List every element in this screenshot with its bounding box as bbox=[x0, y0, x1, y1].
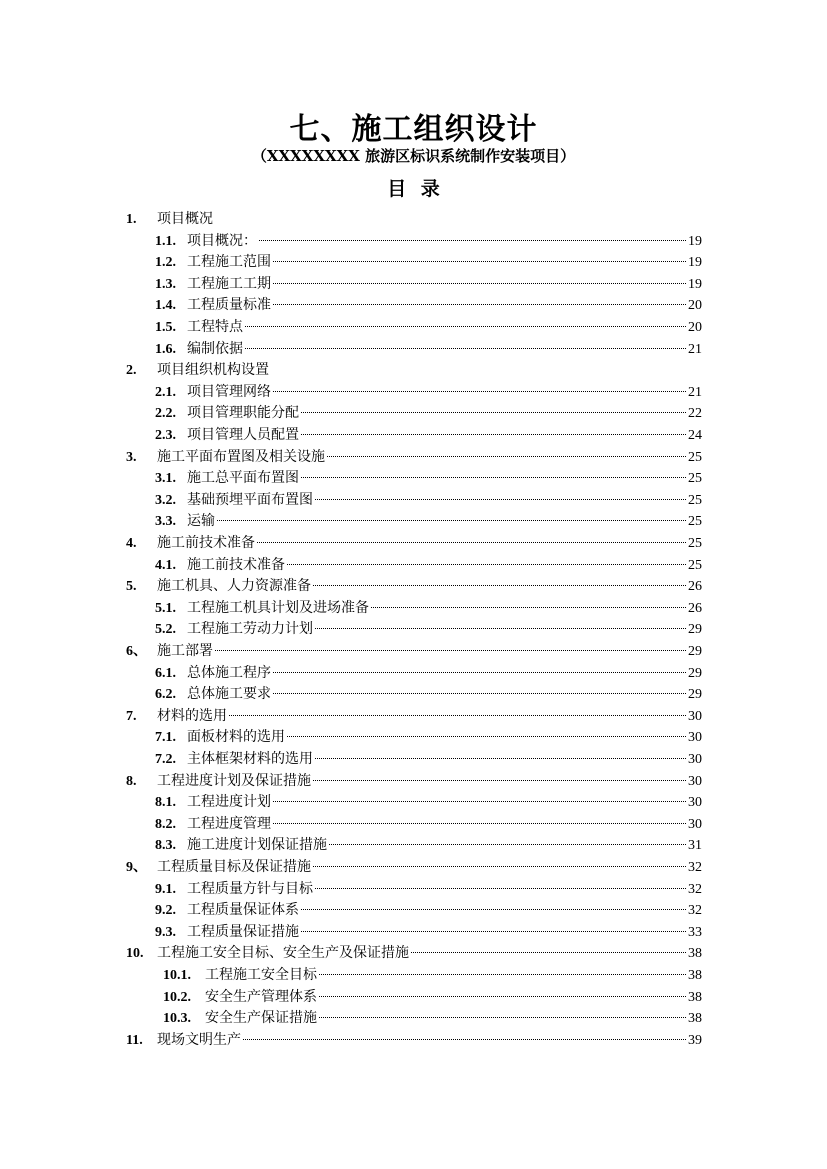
toc-entry[interactable] bbox=[163, 987, 702, 1007]
toc-entry-number: 6、 bbox=[126, 644, 147, 659]
toc-dot-leader bbox=[315, 499, 686, 500]
toc-entry-number: 8. bbox=[126, 773, 137, 789]
toc-entry-number: 1.6. bbox=[155, 341, 176, 357]
toc-entry-number: 10. bbox=[126, 946, 144, 962]
toc-entry-title: 施工平面布置图及相关设施 bbox=[157, 448, 325, 465]
toc-dot-leader bbox=[273, 823, 686, 824]
toc-entry-page: 25 bbox=[688, 471, 702, 487]
toc-entry[interactable] bbox=[155, 511, 702, 531]
toc-entry-page: 22 bbox=[688, 406, 702, 422]
toc-entry-number: 3.2. bbox=[155, 492, 176, 508]
toc-entry[interactable] bbox=[126, 857, 702, 877]
toc-entry-title: 施工进度计划保证措施 bbox=[187, 837, 327, 854]
toc-entry-page: 21 bbox=[688, 384, 702, 400]
toc-entry-number: 10.2. bbox=[163, 989, 191, 1005]
toc-entry-number: 6.2. bbox=[155, 687, 176, 703]
toc-entry-title: 项目管理职能分配 bbox=[187, 405, 299, 422]
document-subtitle: （XXXXXXXX 旅游区标识系统制作安装项目） bbox=[251, 147, 576, 165]
toc-entry-number: 1.5. bbox=[155, 320, 176, 335]
toc-dot-leader bbox=[315, 888, 686, 889]
toc-entry[interactable] bbox=[155, 295, 702, 315]
toc-entry-number: 2.2. bbox=[155, 406, 176, 422]
toc-entry-title: 主体框架材料的选用 bbox=[187, 751, 313, 767]
toc-heading: 目 录 bbox=[387, 178, 440, 200]
toc-dot-leader bbox=[245, 348, 686, 349]
toc-entry-title: 编制依据 bbox=[187, 340, 243, 357]
toc-dot-leader bbox=[319, 996, 686, 997]
document-title: 七、施工组织设计 bbox=[289, 112, 538, 147]
toc-entry-page: 32 bbox=[688, 881, 702, 897]
toc-entry-page: 25 bbox=[688, 536, 702, 551]
toc-entry-title: 项目概况： bbox=[187, 232, 257, 249]
toc-entry-page: 29 bbox=[688, 687, 702, 703]
toc-entry[interactable] bbox=[155, 619, 702, 639]
toc-dot-leader bbox=[329, 844, 686, 845]
toc-entry-page: 38 bbox=[688, 1011, 702, 1027]
toc-entry-title: 工程质量保证体系 bbox=[187, 902, 299, 919]
toc-dot-leader bbox=[245, 326, 686, 327]
toc-entry[interactable] bbox=[126, 1030, 702, 1050]
toc-entry-number: 7.1. bbox=[155, 730, 176, 746]
toc-entry-title: 工程施工范围 bbox=[187, 254, 271, 271]
toc-entry[interactable] bbox=[155, 231, 702, 251]
toc-dot-leader bbox=[273, 304, 686, 305]
toc-entry-number: 2. bbox=[126, 363, 137, 379]
toc-entry[interactable] bbox=[155, 749, 702, 769]
toc-entry-number: 7. bbox=[126, 708, 137, 724]
toc-dot-leader bbox=[301, 434, 686, 435]
toc-entry-title: 材料的选用 bbox=[157, 707, 227, 724]
toc-entry-title: 工程特点 bbox=[187, 319, 243, 335]
toc-dot-leader bbox=[315, 758, 686, 759]
toc-entry-number: 8.3. bbox=[155, 838, 176, 854]
toc-entry-page: 20 bbox=[688, 298, 702, 314]
toc-entry-page: 32 bbox=[688, 903, 702, 919]
toc-entry[interactable] bbox=[155, 274, 702, 294]
toc-entry-page: 20 bbox=[688, 320, 702, 335]
toc-entry-number: 11. bbox=[126, 1032, 143, 1048]
toc-entry-title: 工程施工安全目标、安全生产及保证措施 bbox=[157, 945, 409, 962]
toc-entry-title: 运输 bbox=[187, 513, 215, 530]
toc-dot-leader bbox=[273, 672, 686, 673]
toc-dot-leader bbox=[411, 952, 686, 953]
toc-entry-number: 1.2. bbox=[155, 255, 176, 271]
toc-entry[interactable] bbox=[155, 598, 702, 618]
toc-entry[interactable] bbox=[126, 576, 702, 596]
toc-entry[interactable] bbox=[155, 252, 702, 272]
toc-entry[interactable] bbox=[126, 706, 702, 726]
toc-entry-title: 工程进度管理 bbox=[187, 815, 271, 832]
toc-dot-leader bbox=[287, 736, 686, 737]
toc-entry[interactable] bbox=[155, 555, 702, 575]
toc-entry-number: 1.3. bbox=[155, 276, 176, 292]
toc-entry-title: 面板材料的选用 bbox=[187, 729, 285, 746]
toc-entry-title: 工程施工机具计划及进场准备 bbox=[187, 599, 369, 616]
toc-entry-page: 19 bbox=[688, 233, 702, 249]
toc-dot-leader bbox=[313, 780, 686, 781]
toc-entry-title: 工程质量方针与目标 bbox=[187, 880, 313, 897]
toc-entry-title: 工程质量目标及保证措施 bbox=[157, 859, 311, 875]
toc-entry-number: 1.1. bbox=[155, 233, 176, 249]
toc-entry-page: 31 bbox=[688, 838, 702, 854]
toc-dot-leader bbox=[301, 909, 686, 910]
toc-entry-title: 安全生产保证措施 bbox=[205, 1010, 317, 1027]
toc-entry-title: 现场文明生产 bbox=[157, 1031, 241, 1048]
toc-entry-number: 3.1. bbox=[155, 471, 176, 487]
toc-entry[interactable] bbox=[155, 900, 702, 920]
toc-entry-number: 6.1. bbox=[155, 665, 176, 681]
toc-entry-page: 30 bbox=[688, 730, 702, 746]
toc-entry[interactable] bbox=[155, 879, 702, 899]
toc-entry-page: 30 bbox=[688, 795, 702, 811]
toc-entry[interactable] bbox=[155, 403, 702, 423]
toc-entry-page: 26 bbox=[688, 579, 702, 595]
toc-entry[interactable] bbox=[155, 468, 702, 488]
toc-dot-leader bbox=[313, 866, 686, 867]
toc-entry-page: 26 bbox=[688, 600, 702, 616]
toc-dot-leader bbox=[259, 240, 686, 241]
toc-entry-number: 1. bbox=[126, 212, 137, 227]
toc-entry[interactable] bbox=[126, 533, 702, 553]
toc-entry-page: 24 bbox=[688, 428, 702, 443]
toc-entry-page: 30 bbox=[688, 752, 702, 767]
toc-dot-leader bbox=[273, 801, 686, 802]
toc-entry[interactable] bbox=[155, 382, 702, 402]
toc-entry-title: 项目管理人员配置 bbox=[187, 427, 299, 443]
toc-entry[interactable] bbox=[155, 317, 702, 337]
toc-dot-leader bbox=[229, 715, 686, 716]
toc-entry-number: 9.2. bbox=[155, 903, 176, 919]
toc-entry-page: 19 bbox=[688, 276, 702, 292]
toc-entry-title: 施工机具、人力资源准备 bbox=[157, 578, 311, 595]
toc-dot-leader bbox=[273, 283, 686, 284]
toc-dot-leader bbox=[319, 974, 686, 975]
toc-entry-number: 5.2. bbox=[155, 622, 176, 638]
toc-entry-page: 33 bbox=[688, 924, 702, 940]
toc-entry-page: 25 bbox=[688, 514, 702, 530]
toc-entry-title: 工程质量标准 bbox=[187, 297, 271, 314]
toc-entry-number: 2.1. bbox=[155, 384, 176, 400]
toc-entry-title: 项目管理网络 bbox=[187, 383, 271, 400]
toc-entry-title: 总体施工程序 bbox=[187, 664, 271, 681]
toc-entry-number: 9、 bbox=[126, 860, 147, 875]
toc-dot-leader bbox=[327, 456, 686, 457]
toc-entry-page: 30 bbox=[688, 773, 702, 789]
toc-entry[interactable] bbox=[155, 814, 702, 834]
toc-entry-title: 工程质量保证措施 bbox=[187, 923, 299, 940]
toc-entry-page: 38 bbox=[688, 968, 702, 983]
toc-entry-title: 总体施工要求 bbox=[187, 686, 271, 703]
toc-dot-leader bbox=[217, 520, 686, 521]
toc-entry-number: 10.3. bbox=[163, 1011, 191, 1027]
toc-entry-title: 工程施工工期 bbox=[187, 275, 271, 292]
toc-entry[interactable] bbox=[155, 727, 702, 747]
toc-dot-leader bbox=[287, 564, 686, 565]
toc-entry-number: 5.1. bbox=[155, 600, 176, 616]
toc-entry-page: 25 bbox=[688, 449, 702, 465]
toc-entry[interactable] bbox=[126, 447, 702, 467]
toc-entry[interactable] bbox=[126, 771, 702, 791]
toc-entry-page: 29 bbox=[688, 622, 702, 638]
toc-entry-page: 21 bbox=[688, 341, 702, 357]
toc-entry-page: 25 bbox=[688, 492, 702, 508]
toc-entry-title: 工程进度计划 bbox=[187, 794, 271, 811]
toc-dot-leader bbox=[257, 542, 686, 543]
toc-entry-number: 1.4. bbox=[155, 298, 176, 314]
toc-entry-page: 29 bbox=[688, 644, 702, 659]
toc-entry-title: 基础预埋平面布置图 bbox=[187, 491, 313, 508]
toc-dot-leader bbox=[243, 1039, 686, 1040]
toc-entry[interactable] bbox=[126, 209, 702, 229]
toc-entry-page: 30 bbox=[688, 708, 702, 724]
toc-dot-leader bbox=[215, 650, 686, 651]
toc-entry[interactable] bbox=[155, 792, 702, 812]
toc-entry-number: 8.2. bbox=[155, 816, 176, 832]
toc-entry-number: 3. bbox=[126, 449, 137, 465]
toc-entry-number: 10.1. bbox=[163, 968, 191, 983]
toc-entry-page: 29 bbox=[688, 665, 702, 681]
toc-entry-title: 项目概况 bbox=[157, 211, 213, 227]
toc-entry[interactable] bbox=[155, 339, 702, 359]
toc-entry-number: 4. bbox=[126, 536, 137, 551]
toc-entry-page: 32 bbox=[688, 860, 702, 875]
toc-entry[interactable] bbox=[155, 663, 702, 683]
toc-entry-number: 7.2. bbox=[155, 752, 176, 767]
toc-entry[interactable] bbox=[126, 360, 702, 380]
toc-entry-title: 工程施工安全目标 bbox=[205, 967, 317, 983]
toc-entry-number: 8.1. bbox=[155, 795, 176, 811]
toc-entry-page: 38 bbox=[688, 989, 702, 1005]
toc-dot-leader bbox=[319, 1017, 686, 1018]
toc-dot-leader bbox=[315, 628, 686, 629]
toc-entry[interactable] bbox=[163, 1008, 702, 1028]
toc-dot-leader bbox=[273, 693, 686, 694]
toc-entry-number: 9.3. bbox=[155, 924, 176, 940]
toc-entry[interactable] bbox=[155, 922, 702, 942]
toc-entry-number: 2.3. bbox=[155, 428, 176, 443]
toc-entry-title: 施工部署 bbox=[157, 643, 213, 659]
toc-entry-number: 3.3. bbox=[155, 514, 176, 530]
toc-entry-number: 4.1. bbox=[155, 557, 176, 573]
toc-entry[interactable] bbox=[126, 641, 702, 661]
toc-entry-page: 25 bbox=[688, 557, 702, 573]
toc-entry[interactable] bbox=[155, 684, 702, 704]
toc-entry-title: 施工前技术准备 bbox=[157, 535, 255, 551]
toc-entry-title: 施工总平面布置图 bbox=[187, 470, 299, 487]
toc-dot-leader bbox=[371, 607, 686, 608]
toc-entry[interactable] bbox=[155, 835, 702, 855]
toc-dot-leader bbox=[301, 477, 686, 478]
toc-entry-title: 安全生产管理体系 bbox=[205, 988, 317, 1005]
toc-entry-page: 19 bbox=[688, 255, 702, 271]
toc-dot-leader bbox=[313, 585, 686, 586]
toc-dot-leader bbox=[301, 412, 686, 413]
toc-entry-title: 施工前技术准备 bbox=[187, 556, 285, 573]
toc-entry[interactable] bbox=[155, 425, 702, 445]
toc-entry-title: 工程进度计划及保证措施 bbox=[157, 772, 311, 789]
toc-entry[interactable] bbox=[155, 490, 702, 510]
toc-dot-leader bbox=[273, 391, 686, 392]
toc-dot-leader bbox=[301, 931, 686, 932]
toc-entry-page: 39 bbox=[688, 1032, 702, 1048]
toc-entry-title: 项目组织机构设置 bbox=[157, 362, 269, 379]
toc-entry-title: 工程施工劳动力计划 bbox=[187, 621, 313, 638]
toc-entry-number: 5. bbox=[126, 579, 137, 595]
toc-entry[interactable] bbox=[163, 965, 702, 985]
toc-entry-page: 38 bbox=[688, 946, 702, 962]
toc-dot-leader bbox=[273, 261, 686, 262]
toc-entry-page: 30 bbox=[688, 816, 702, 832]
toc-entry[interactable] bbox=[126, 943, 702, 963]
toc-entry-number: 9.1. bbox=[155, 881, 176, 897]
